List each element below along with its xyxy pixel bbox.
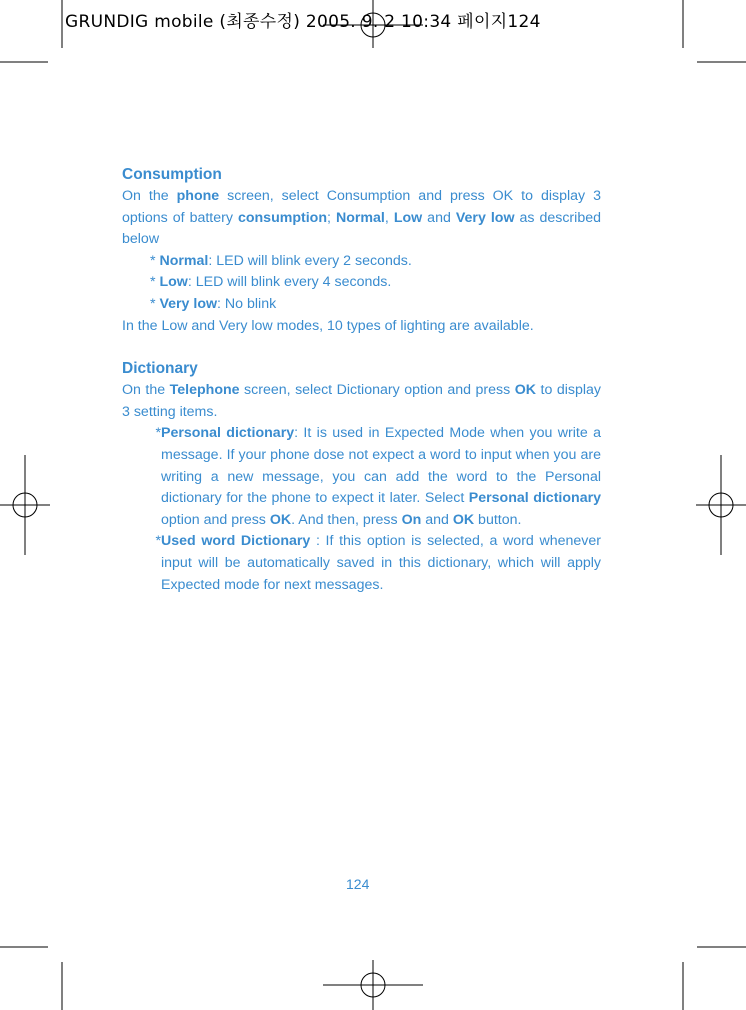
list-item-personal-dictionary: * Personal dictionary: It is used in Expected Mode when you write a message. If your phone dose not expect a word to input when you are writing a new message, you can add the word to the Personal dictionary for the phone to expect it later. Select Personal dictionary option and press OK. And then, press On and OK button.: [155, 425, 602, 528]
dictionary-intro: On the Telephone screen, select Dictionary option and press OK to display 3 setting items.: [122, 382, 601, 420]
print-header: GRUNDIG mobile (최종수정) 2005. 9. 2 10:34 페이지124: [65, 12, 541, 32]
consumption-note: In the Low and Very low modes, 10 types of lighting are available.: [122, 317, 534, 334]
page-number: 124: [346, 876, 370, 892]
list-item: * Very low: No blink: [150, 295, 277, 312]
registration-mark-right: [696, 455, 746, 555]
section-title-dictionary: Dictionary: [122, 360, 198, 378]
list-item: * Low: LED will blink every 4 seconds.: [150, 274, 392, 291]
consumption-intro: On the phone screen, select Consumption and press OK to display 3 options of battery consumption; Normal, Low and Very low as described below: [122, 188, 601, 248]
registration-mark-bottom: [323, 960, 423, 1010]
registration-mark-left: [0, 455, 50, 555]
page-content: [122, 164, 601, 596]
section-title-consumption: Consumption: [122, 166, 222, 183]
list-item-used-word-dictionary: * Used word Dictionary : If this option is selected, a word whenever input will be automatically saved in this dictionary, which will apply Expected mode for next messages.: [155, 533, 601, 593]
list-item: * Normal: LED will blink every 2 seconds.: [150, 252, 412, 269]
